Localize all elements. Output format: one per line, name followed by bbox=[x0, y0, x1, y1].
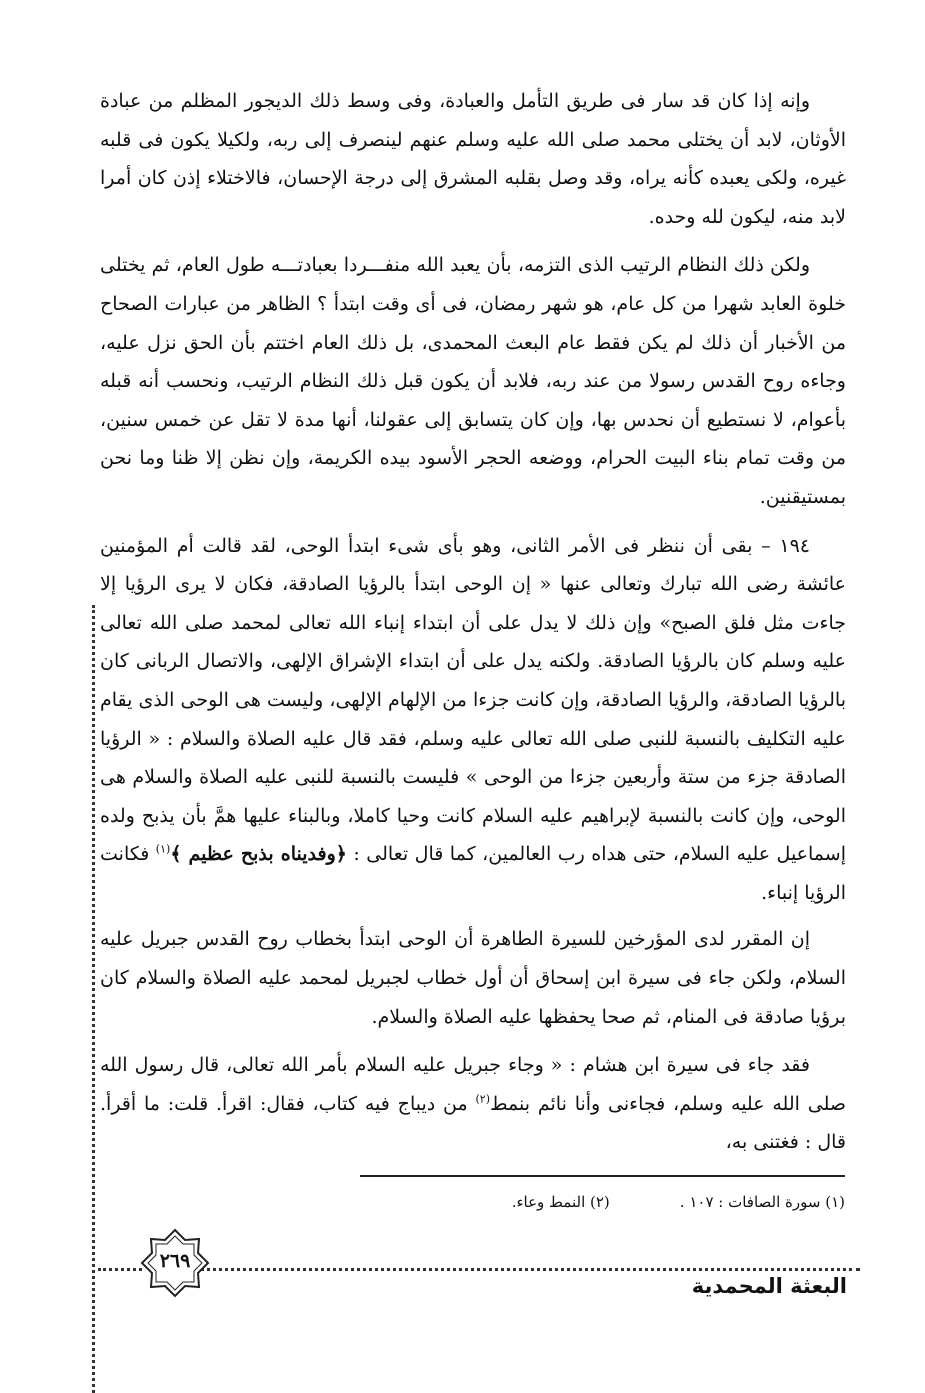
paragraph-4: إن المقرر لدى المؤرخين للسيرة الطاهرة أن الوحى ابتدأ بخطاب روح القدس جبريل عليه السلام، ولكن جاء فى سيرة ابن إسحاق أن أول خطاب لجبريل لمحمد عليه الصلاة والسلام كان برؤيا صادقة فى المنام، ثم صحا يحفظها عليه الصلاة والسلام. bbox=[100, 928, 846, 1028]
dotted-side-border bbox=[92, 605, 101, 1393]
quran-verse: ﴿وفديناه بذبح عظيم ﴾ bbox=[170, 843, 347, 866]
paragraph-3 bbox=[100, 527, 846, 913]
paragraph-2: ولكن ذلك النظام الرتيب الذى التزمه، بأن يعبد الله منفـــردا بعبادتـــه طول العام، ثم يختلى خلوة العابد شهرا من كل عام، هو شهر رمضان، فى أى وقت ابتدأ ؟ الظاهر من عبارات الصحاح من الأخبار أن ذلك لم يكن فقط عام البعث المحمدى، بل ذلك العام اختتم بأن الحق نزل عليه، وجاءه روح القدس رسولا من عند ربه، فلابد أن يكون قبل ذلك النظام الرتيب، ونحسب أنه قبله بأعوام، لا نستطيع أن نحدس بها، وإن كان يتسابق إلى عقولنا، أنها مدة لا تقل عن خمس سنين، من وقت تمام بناء البيت الحرام، ووضعه الحجر الأسود بيده الكريمة، وإن نظن إلا ظنا وما نحن بمستيقنين. bbox=[100, 254, 846, 508]
page-number: ٢٦٩ bbox=[159, 1250, 191, 1272]
dotted-bottom-border-left bbox=[98, 1268, 142, 1271]
main-text bbox=[100, 82, 846, 1172]
paragraph-5 bbox=[100, 1046, 846, 1162]
footnote-ref-1: (١) bbox=[155, 842, 171, 856]
verse-continuation: فكانت الرؤيا إنباء. bbox=[100, 843, 846, 904]
footnote-ref-2: (٢) bbox=[475, 1092, 491, 1106]
paragraph-1: وإنه إذا كان قد سار فى طريق التأمل والعبادة، وفى وسط ذلك الديجور المظلم من عبادة الأوثان، لابد أن يختلى محمد صلى الله عليه وسلم عنهم لينصرف إلى ربه، ولكيلا يكون فى قلبه غيره، ولكى يعبده كأنه يراه، وقد وصل بقلبه المشرق إلى درجة الإحسان، فالاختلاء إذن كان أمرا لابد منه، ليكون لله وحده. bbox=[100, 90, 846, 228]
page-number-badge bbox=[140, 1228, 210, 1298]
footnote-divider bbox=[360, 1175, 845, 1177]
footnote-2: (٢) النمط وعاء. bbox=[511, 1193, 610, 1211]
running-title: البعثة المحمدية bbox=[691, 1274, 847, 1298]
paragraph-5-tail: من ديباج فيه كتاب، فقال: اقرأ. قلت: ما أقرأ. قال : فغتنى به، bbox=[100, 1092, 846, 1154]
paragraph-5-text: فقد جاء فى سيرة ابن هشام : « وجاء جبريل عليه السلام بأمر الله تعالى، قال رسول الله صلى الله عليه وسلم، فجاءنى وأنا نائم بنمط bbox=[100, 1054, 846, 1115]
dotted-bottom-border bbox=[200, 1268, 860, 1271]
paragraph-3-text: ١٩٤ – بقى أن ننظر فى الأمر الثانى، وهو بأى شىء ابتدأ الوحى، لقد قالت أم المؤمنين عائشة رضى الله تبارك وتعالى عنها « إن الوحى ابتدأ بالرؤيا الصادقة، فكان لا يرى الرؤيا إلا جاءت مثل فلق الصبح» وإن ذلك لا يدل على أن ابتداء إنباء الله تعالى لمحمد صلى الله تعالى عليه وسلم كان بالرؤيا الصادقة. ولكنه يدل على أن ابتداء الإشراق الإلهى، والاتصال الربانى كان بالرؤيا الصادقة، والرؤيا الصادقة، وإن كانت جزءا من الإلهام الإلهى، وليست هى الوحى الذى يقام عليه التكليف بالنسبة للنبى صلى الله تعالى عليه وسلم، فقد قال عليه الصلاة والسلام : « الرؤيا الصادقة جزء من ستة وأربعين جزءا من الوحى » فليست بالنسبة للنبى عليه الصلاة والسلام هى الوحى، وإن كانت بالنسبة لإبراهيم عليه السلام كانت وحيا كاملا، وبالبناء عليها همَّ بأن يذبح ولده إسماعيل عليه السلام، حتى هداه رب العالمين، كما قال تعالى : bbox=[100, 534, 846, 866]
footnote-1: (١) سورة الصافات : ١٠٧ . bbox=[679, 1193, 845, 1211]
footnotes bbox=[360, 1190, 845, 1214]
